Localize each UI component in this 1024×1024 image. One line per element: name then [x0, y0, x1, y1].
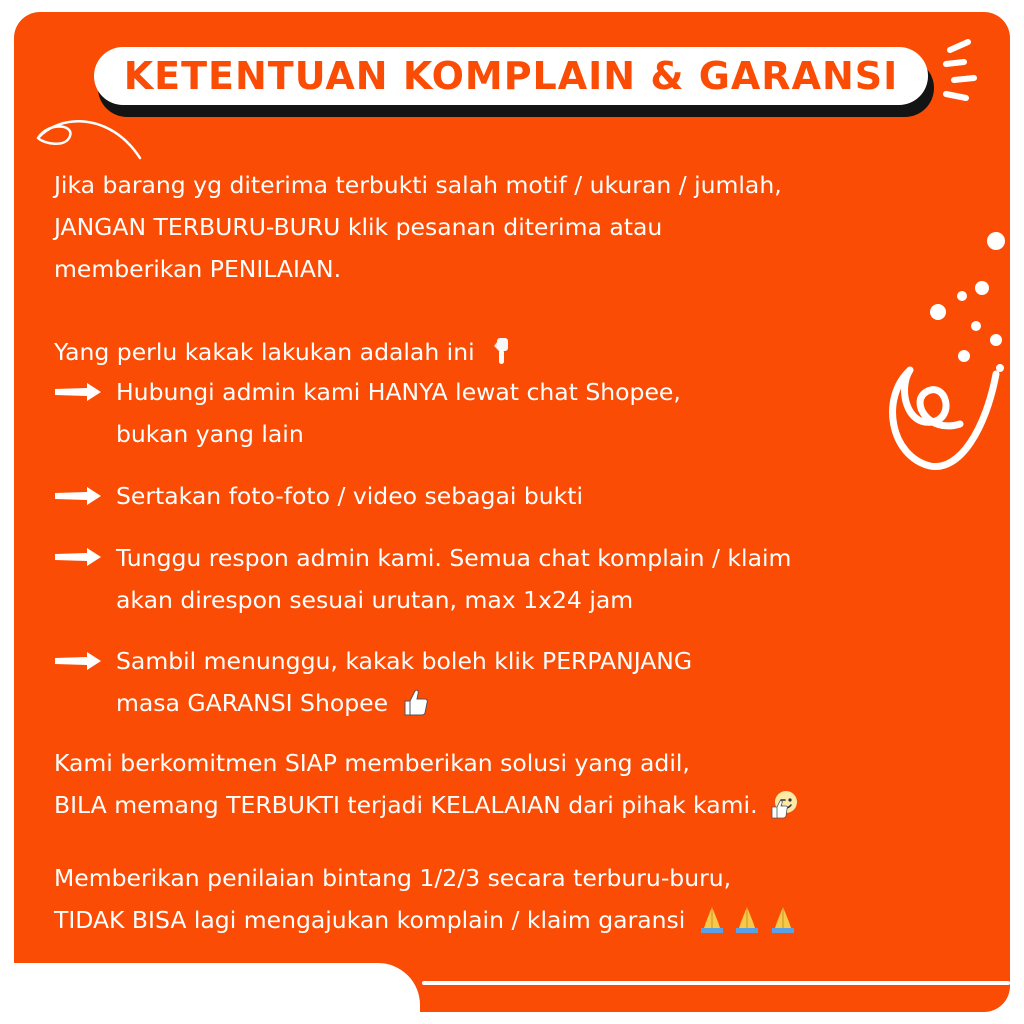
step-4-line-1: Sambil menunggu, kakak boleh klik PERPANJANG — [116, 647, 693, 675]
step-2-line-1: Sertakan foto-foto / video sebagai bukti — [116, 482, 584, 510]
folded-hands-emoji-icon — [768, 904, 798, 934]
intro-line-1: Jika barang yg diterima terbukti salah motif / ukuran / jumlah, — [54, 171, 782, 199]
arrow-right-icon — [53, 381, 103, 403]
sparkle-decoration-icon — [934, 36, 986, 132]
pointing-down-emoji-icon — [486, 336, 516, 366]
folded-hands-emoji-icon — [697, 904, 727, 934]
steps-heading-text: Yang perlu kakak lakukan adalah ini — [54, 338, 475, 366]
wink-thumbs-up-emoji-icon — [769, 789, 799, 819]
warning-line-2: TIDAK BISA lagi mengajukan komplain / klaim garansi — [54, 906, 686, 934]
thumbs-up-emoji-icon — [400, 687, 430, 717]
step-1-line-1: Hubungi admin kami HANYA lewat chat Shopee, — [116, 378, 681, 406]
commitment-line-2-wrap — [54, 784, 799, 826]
steps-heading — [54, 331, 516, 373]
arrow-right-icon — [53, 650, 103, 672]
intro-line-2: JANGAN TERBURU-BURU klik pesanan diterima atau — [54, 213, 663, 241]
commitment-line-2: BILA memang TERBUKTI terjadi KELALAIAN dari pihak kami. — [54, 791, 758, 819]
intro-line-3: memberikan PENILAIAN. — [54, 255, 342, 283]
step-3-line-1: Tunggu respon admin kami. Semua chat komplain / klaim — [116, 544, 792, 572]
title-banner — [94, 47, 928, 105]
step-1-line-2: bukan yang lain — [116, 420, 304, 448]
corner-cutout — [0, 963, 420, 1024]
dots-loop-decoration-icon — [870, 228, 1020, 478]
commitment-line-1: Kami berkomitmen SIAP memberikan solusi yang adil, — [54, 749, 690, 777]
bottom-divider-line — [422, 981, 1010, 985]
page-title: KETENTUAN KOMPLAIN & GARANSI — [123, 54, 899, 98]
step-3-line-2: akan direspon sesuai urutan, max 1x24 jam — [116, 586, 634, 614]
folded-hands-emoji-icon — [732, 904, 762, 934]
arrow-right-icon — [53, 485, 103, 507]
step-4-line-2: masa GARANSI Shopee — [116, 689, 389, 717]
warning-line-1: Memberikan penilaian bintang 1/2/3 secara terburu-buru, — [54, 864, 732, 892]
arrow-right-icon — [53, 546, 103, 568]
warning-line-2-wrap — [54, 899, 798, 941]
step-4-line-2-wrap — [116, 682, 430, 724]
